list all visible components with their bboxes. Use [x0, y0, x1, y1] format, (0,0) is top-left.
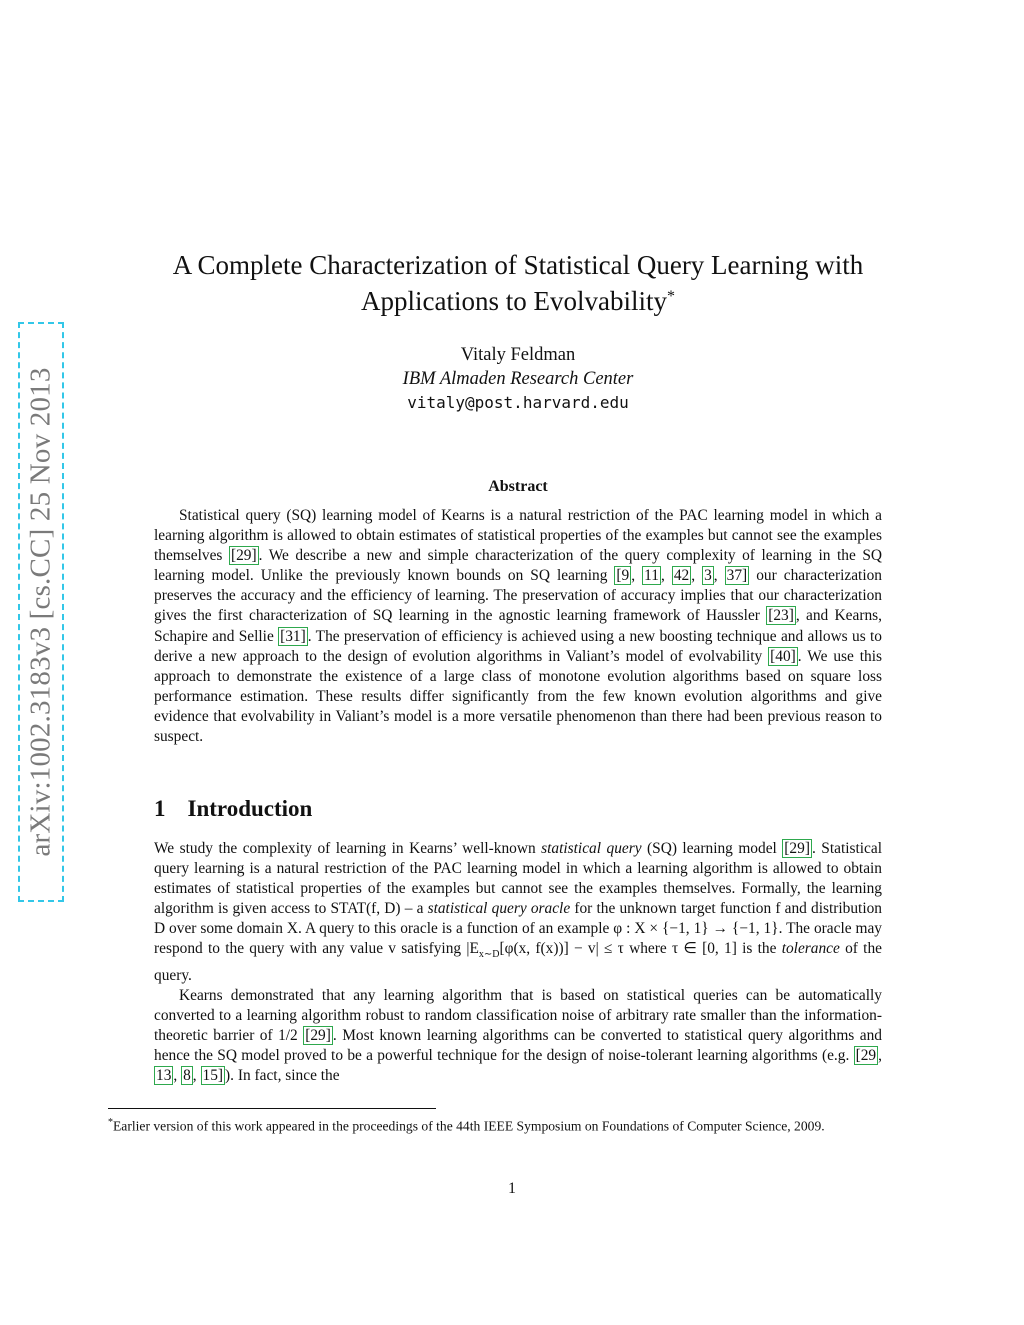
citation-separator: , — [660, 567, 672, 585]
abstract-text: . The preservation of efficiency is achieved using a new boosting technique and allows us to derive a new approach to the design of evolution algorithms in Valiant’s model of evolvability — [154, 627, 882, 665]
intro-text: of the query. — [154, 940, 882, 984]
citation-link[interactable]: 37] — [726, 567, 748, 585]
citation-separator: , — [691, 567, 703, 585]
citation-link[interactable]: [31] — [280, 627, 306, 645]
author-block — [120, 343, 916, 415]
footnote — [108, 1113, 930, 1136]
abstract-body — [154, 506, 882, 747]
citation-link[interactable]: 11 — [644, 567, 659, 585]
intro-text: . Most known learning algorithms can be converted to statistical query algorithms and hence the SQ model proved to be a powerful technique for the design of noise-tolerant learning algorithms (e.g. — [154, 1026, 882, 1065]
citation-separator: , — [173, 1067, 182, 1085]
title-line-2-text: Applications to Evolvability — [361, 286, 667, 316]
citation-link[interactable]: 8 — [183, 1067, 191, 1085]
section-title: Introduction — [187, 796, 313, 821]
citation-link[interactable]: [29 — [855, 1047, 877, 1065]
intro-text: for the unknown target function f and distribution D over some domain X. A query to this oracle is a function of an example φ : X × {−1, 1} → {−1, 1}. The oracle may respond to the query with any value v satisfying |E — [154, 900, 882, 958]
arxiv-stamp[interactable] — [18, 322, 64, 902]
abstract-text: our characterization preserves the accuracy and the efficiency of learning. The preservation of accuracy implies that our characterization gives the first characterization of SQ learning in the agnostic learning framework of Haussler — [154, 567, 882, 625]
intro-paragraph-2 — [154, 986, 882, 1086]
abstract-heading: Abstract — [488, 478, 548, 495]
title-footnote-marker[interactable]: * — [666, 288, 675, 305]
intro-text: (SQ) learning model — [641, 840, 783, 857]
citation-link[interactable]: 13 — [156, 1067, 172, 1085]
title-line-2 — [120, 283, 916, 319]
intro-emphasis: statistical query — [541, 840, 642, 857]
citation-link[interactable]: 3 — [704, 567, 712, 585]
citation-link[interactable]: 42 — [673, 567, 690, 585]
abstract-text: . We use this approach to demonstrate the existence of a large class of monotone evolution algorithms based on square loss performance estimation. These results differ significantly from the few known evolution algorithms and give evidence that evolvability in Valiant’s model is a more versatile phenomenon than there had been previous reason to suspect. — [154, 647, 882, 746]
footnote-marker: * — [108, 1117, 113, 1128]
intro-emphasis: tolerance — [781, 940, 840, 958]
citation-link[interactable]: [23] — [768, 607, 794, 625]
arxiv-stamp-text: arXiv:1002.3183v3 [cs.CC] 25 Nov 2013 — [24, 367, 57, 857]
intro-text: Kearns demonstrated that any learning algorithm that is based on statistical queries can be automatically converted to a learning algorithm robust to random classification noise of arbitrary rate smaller than the information-theoretic barrier of 1/2 — [154, 986, 882, 1044]
citation-link[interactable]: [29] — [305, 1026, 331, 1044]
citation-link[interactable]: [9 — [616, 567, 630, 585]
footnote-rule — [108, 1108, 436, 1109]
citation-link[interactable]: [29] — [784, 840, 810, 857]
intro-text: We study the complexity of learning in Kearns’ well-known — [154, 840, 542, 857]
page-number: 1 — [508, 1180, 516, 1197]
paper-title — [120, 247, 916, 319]
abstract-text: Statistical query (SQ) learning model of Kearns is a natural restriction of the PAC learning model in which a learning algorithm is allowed to obtain estimates of statistical properties of the examples but cannot see the examples themselves — [154, 507, 882, 565]
footnote-text: Earlier version of this work appeared in the proceedings of the 44th IEEE Symposium on Foundations of Computer Science, 2009. — [113, 1118, 825, 1134]
abstract-text: , and Kearns, Schapire and Sellie — [154, 607, 882, 645]
intro-text: ). In fact, since the — [225, 1067, 340, 1085]
title-line-1: A Complete Characterization of Statistical Query Learning with — [172, 250, 864, 280]
expectation-subscript: x∼D — [478, 949, 500, 961]
author-email[interactable]: vitaly@post.harvard.edu — [407, 393, 629, 412]
citation-link[interactable]: [29] — [230, 547, 257, 565]
author-affiliation: IBM Almaden Research Center — [402, 369, 634, 389]
author-name: Vitaly Feldman — [460, 345, 576, 365]
section-heading-introduction — [154, 796, 312, 822]
intro-text: . Statistical query learning is a natural restriction of the PAC learning model in which a learning algorithm is allowed to obtain estimates of statistical properties of the examples but cannot see the examples themselves. Formally, the learning algorithm is given access to STAT(f, D) – a — [154, 840, 882, 918]
citation-separator: , — [192, 1067, 201, 1085]
citation-link[interactable]: [40] — [770, 647, 796, 665]
intro-emphasis: statistical query oracle — [427, 900, 571, 918]
abstract-text: . We describe a new and simple characterization of the query complexity of learning in the SQ learning model. Unlike the previously known bounds on SQ learning — [154, 547, 883, 585]
citation-separator: , — [878, 1047, 882, 1065]
intro-text: [φ(x, f(x))] − v| ≤ τ where τ ∈ [0, 1] is the — [499, 940, 782, 958]
citation-link[interactable]: 15] — [202, 1067, 224, 1085]
citation-separator: , — [713, 567, 725, 585]
section-number: 1 — [154, 796, 166, 821]
citation-separator: , — [631, 567, 643, 585]
intro-paragraph-1 — [154, 839, 882, 986]
introduction-body — [154, 839, 882, 1086]
